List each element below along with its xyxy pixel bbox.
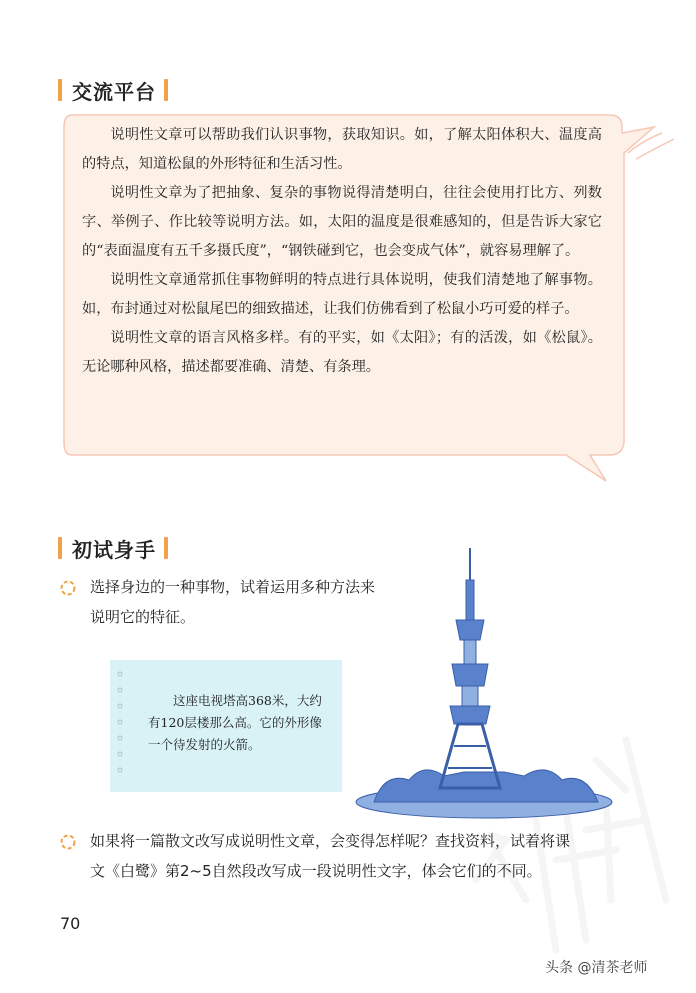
- section-heading-platform: [58, 76, 168, 104]
- dashed-circle-icon: [60, 834, 76, 850]
- task-item: [60, 826, 620, 886]
- note-card: [110, 660, 342, 792]
- task-line: 说明它的特征。: [90, 608, 196, 626]
- section-title: 初试身手: [72, 537, 156, 562]
- platform-bubble: [62, 113, 694, 495]
- platform-paragraph: 说明性文章通常抓住事物鲜明的特点进行具体说明，使我们清楚地了解事物。如，布封通过对松鼠尾巴的细致描述，让我们仿佛看到了松鼠小巧可爱的样子。: [82, 272, 602, 317]
- section-title: 交流平台: [72, 79, 156, 104]
- platform-paragraph: 说明性文章的语言风格多样。有的平实，如《太阳》；有的活泼，如《松鼠》。无论哪种风格，描述都要准确、清楚、有条理。: [82, 330, 602, 375]
- platform-paragraph: 说明性文章可以帮助我们认识事物，获取知识。如，了解太阳体积大、温度高的特点，知道松鼠的外形特征和生活习性。: [82, 127, 602, 172]
- task-line: 如果将一篇散文改写成说明性文章，会变得怎样呢？查找资料，试着将课: [90, 832, 571, 850]
- heading-marker-icon: [164, 79, 168, 101]
- binder-holes-icon: [116, 668, 124, 784]
- note-text: 这座电视塔高368米，大约有120层楼那么高。它的外形像一个待发射的火箭。: [148, 693, 322, 752]
- platform-text: [82, 121, 602, 382]
- heading-marker-icon: [58, 79, 62, 101]
- heading-marker-icon: [164, 537, 168, 559]
- source-credit: 头条 @清茶老师: [545, 960, 648, 976]
- heading-marker-icon: [58, 537, 62, 559]
- tv-tower-illustration: [354, 540, 616, 822]
- page-number: 70: [60, 914, 81, 933]
- platform-paragraph: 说明性文章为了把抽象、复杂的事物说得清楚明白，往往会使用打比方、列数字、举例子、作比较等说明方法。如，太阳的温度是很难感知的，但是告诉大家它的“表面温度有五千多摄氏度”，“钢铁碰到它，也会变成气体”，就容易理解了。: [82, 185, 602, 259]
- task-line: 选择身边的一种事物，试着运用多种方法来: [90, 578, 376, 596]
- dashed-circle-icon: [60, 580, 76, 596]
- section-heading-practice: [58, 534, 168, 562]
- task-line: 文《白鹭》第2~5自然段改写成一段说明性文字，体会它们的不同。: [90, 862, 542, 880]
